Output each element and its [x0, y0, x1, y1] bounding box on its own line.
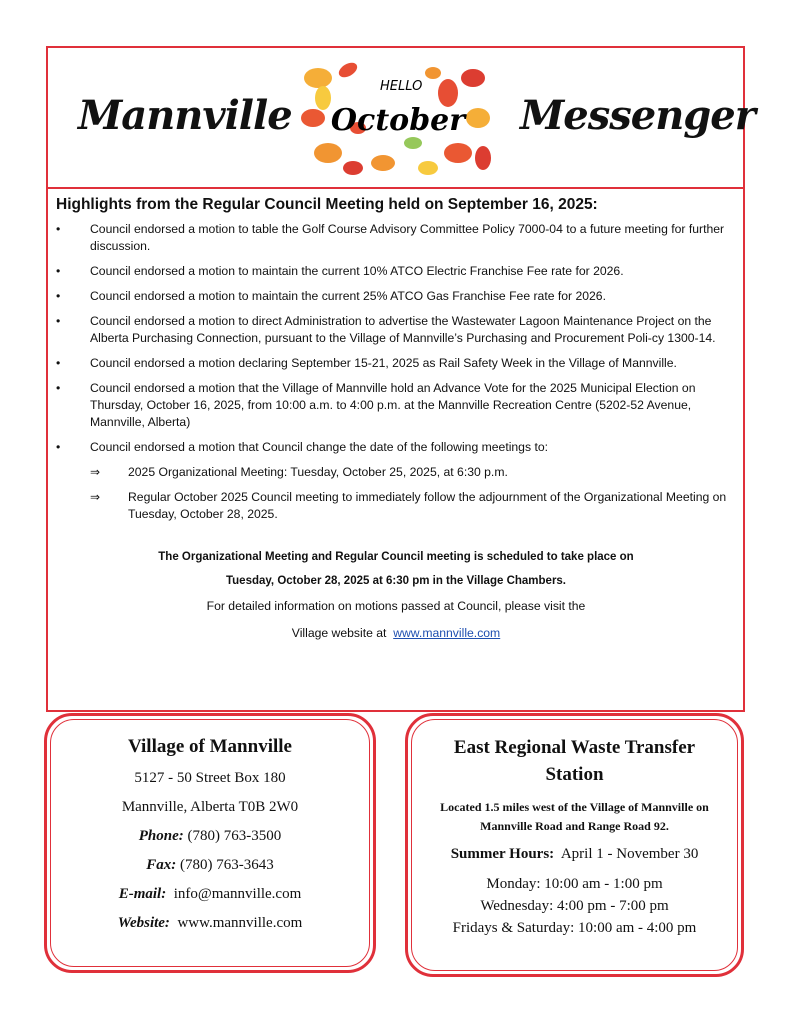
info-line-1: For detailed information on motions passed at Council, please visit the [206, 599, 586, 613]
list-item: • Council endorsed a motion that Council change the date of the following meetings to: [56, 439, 736, 456]
october-text: October [330, 103, 466, 138]
list-item: • Council endorsed a motion that the Village of Mannville hold an Advance Vote for the 2025 Municipal Election on Thursday, October 16, 2025, from 10:00 a.m. to 4:00 p.m. at the Mannville Recreation Centre (5202-52 Avenue, Mannville, Alberta) [56, 380, 736, 431]
list-item: • Council endorsed a motion to maintain the current 10% ATCO Electric Franchise Fee rate for 2026. [56, 263, 736, 280]
arrow-icon: ⇒ [90, 465, 101, 479]
village-website: Website: www.mannville.com [117, 915, 303, 931]
transfer-location: Located 1.5 miles west of the Village of Mannville on Mannville Road and Range Road 92. [440, 800, 709, 833]
sub-item: ⇒ Regular October 2025 Council meeting to immediately follow the adjournment of the Organizational Meeting on Tuesday, October 28, 2025. [90, 490, 727, 521]
schedule-item: Fridays & Saturday: 10:00 am - 4:00 pm [452, 920, 697, 936]
masthead [48, 48, 755, 189]
highlights-heading: Highlights from the Regular Council Meeting held on September 16, 2025: [56, 196, 598, 213]
council-highlights [56, 196, 736, 647]
schedule-item: Wednesday: 4:00 pm - 7:00 pm [480, 898, 669, 914]
schedule-item: Monday: 10:00 am - 1:00 pm [486, 876, 663, 892]
waste-transfer-box [405, 713, 744, 977]
info-line-2: Village website at www.mannville.com [291, 626, 501, 640]
meeting-notice-1: The Organizational Meeting and Regular Council meeting is scheduled to take place on [158, 551, 634, 563]
website-link[interactable]: www.mannville.com [393, 626, 501, 640]
hello-text: HELLO [380, 79, 423, 94]
village-title: Village of Mannville [128, 736, 292, 757]
village-fax: Fax: (780) 763-3643 [146, 857, 274, 873]
list-item: • Council endorsed a motion declaring September 15-21, 2025 as Rail Safety Week in the Village of Mannville. [56, 355, 736, 372]
list-item: • Council endorsed a motion to direct Administration to advertise the Wastewater Lagoon Maintenance Project on the Alberta Purchasing Connection, pursuant to the Village of Mannville’s Purchasing and Procurement Poli-cy 1300-14. [56, 313, 736, 347]
village-address-1: 5127 - 50 Street Box 180 [134, 770, 286, 786]
masthead-right-title: Messenger [520, 92, 755, 139]
village-email: E-mail: info@mannville.com [118, 886, 302, 902]
village-contact-box [44, 713, 376, 973]
village-address-2: Mannville, Alberta T0B 2W0 [121, 799, 299, 815]
newsletter-main [46, 46, 755, 712]
highlights-list [56, 221, 736, 456]
autumn-leaves-image [298, 58, 498, 183]
list-item: • Council endorsed a motion to maintain the current 25% ATCO Gas Franchise Fee rate for 2026. [56, 288, 736, 305]
transfer-title: East Regional Waste Transfer Station [453, 737, 696, 785]
village-phone: Phone: (780) 763-3500 [138, 828, 282, 844]
list-item: • Council endorsed a motion to table the Golf Course Advisory Committee Policy 7000-04 to a future meeting for further discussion. [56, 221, 736, 255]
masthead-left-title: Mannville [78, 92, 292, 139]
meeting-notice-2: Tuesday, October 28, 2025 at 6:30 pm in the Village Chambers. [225, 575, 567, 587]
arrow-icon: ⇒ [90, 490, 101, 504]
summer-hours: Summer Hours: April 1 - November 30 [450, 846, 699, 862]
sub-item: ⇒ 2025 Organizational Meeting: Tuesday, October 25, 2025, at 6:30 p.m. [90, 465, 508, 479]
